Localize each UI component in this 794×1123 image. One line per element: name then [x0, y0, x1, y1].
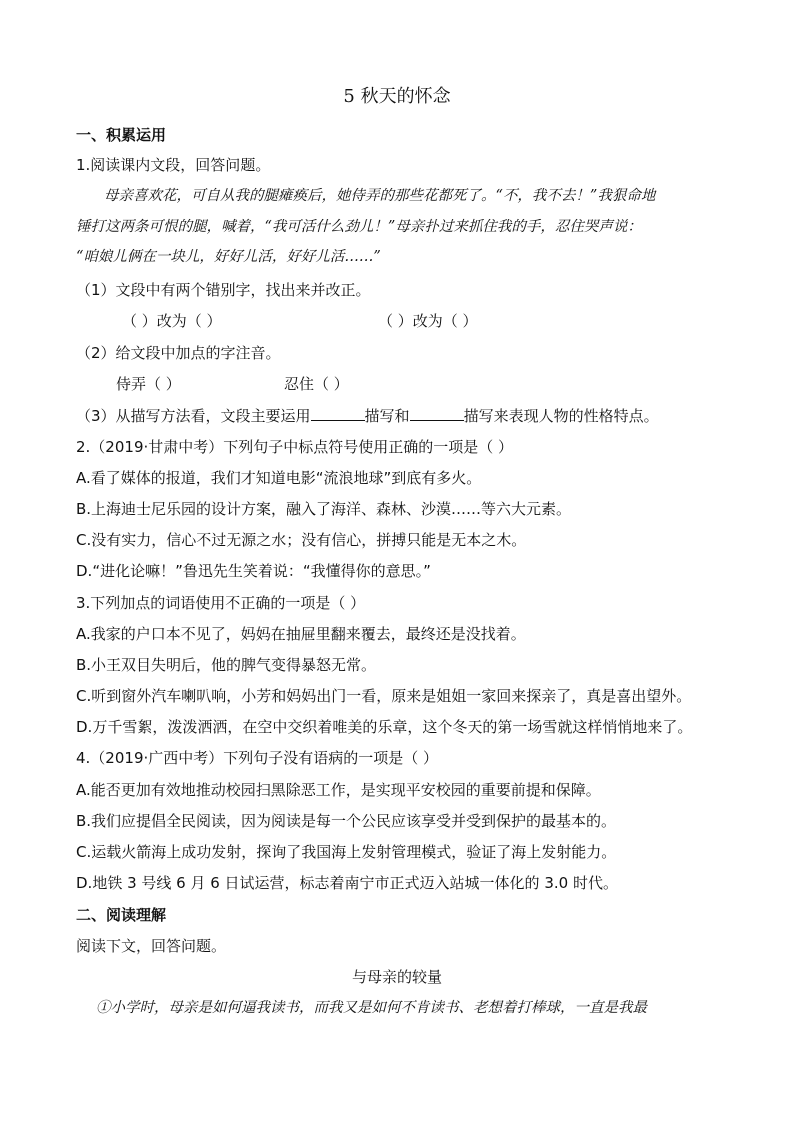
typo-answer-blank-b[interactable]: （ ）改为（ ）	[378, 312, 478, 330]
section-heading-reading: 二、阅读理解	[76, 906, 167, 924]
question-2-stem: 2.（2019·甘肃中考）下列句子中标点符号使用正确的一项是（ ）	[76, 438, 514, 456]
question-4-option-b: B.我们应提倡全民阅读，因为阅读是每一个公民应该享受并受到保护的最基本的。	[76, 812, 617, 830]
passage-line-3: “咱娘儿俩在一块儿，好好儿活，好好儿活……”	[76, 249, 381, 265]
reading-instruction: 阅读下文，回答问题。	[76, 937, 227, 955]
pinyin-answer-blank-a[interactable]: 侍弄（ ）	[116, 375, 181, 393]
question-2-option-b: B.上海迪士尼乐园的设计方案，融入了海洋、森林、沙漠……等六大元素。	[76, 500, 572, 518]
sub-3-text-c: 描写来表现人物的性格特点。	[463, 407, 659, 425]
article-paragraph-1: ①小学时，母亲是如何逼我读书，而我又是如何不肯读书、老想着打棒球，一直是我最	[96, 1000, 647, 1016]
question-3-option-c: C.听到窗外汽车喇叭响，小芳和妈妈出门一看，原来是姐姐一家回来探亲了，真是喜出望外。	[76, 687, 692, 705]
question-1-sub-1: （1）文段中有两个错别字，找出来并改正。	[76, 281, 371, 299]
question-3-option-b: B.小王双目失明后，他的脾气变得暴怒无常。	[76, 656, 377, 674]
question-3-option-a: A.我家的户口本不见了，妈妈在抽屉里翻来覆去，最终还是没找着。	[76, 625, 526, 643]
question-2-option-a: A.看了媒体的报道，我们才知道电影“流浪地球”到底有多火。	[76, 469, 482, 487]
question-4-option-c: C.运载火箭海上成功发射，探询了我国海上发射管理模式，验证了海上发射能力。	[76, 843, 617, 861]
sub-3-blank-2[interactable]	[410, 406, 464, 421]
question-3-option-d: D.万千雪絮，泼泼洒洒，在空中交织着唯美的乐章，这个冬天的第一场雪就这样悄悄地来了。	[76, 718, 693, 736]
question-1-sub-3	[76, 406, 659, 426]
section-heading-accumulation: 一、积累运用	[76, 126, 167, 144]
article-title: 与母亲的较量	[351, 968, 442, 986]
question-4-stem: 4.（2019·广西中考）下列句子没有语病的一项是（ ）	[76, 749, 439, 767]
sub-3-blank-1[interactable]	[311, 406, 365, 421]
question-2-option-d: D.“进化论嘛！”鲁迅先生笑着说：“我懂得你的意思。”	[76, 562, 431, 580]
question-1-stem: 1.阅读课内文段，回答问题。	[76, 156, 271, 174]
passage-line-1: 母亲喜欢花，可自从我的腿瘫痪后，她侍弄的那些花都死了。“不，我不去！”我狠命地	[104, 188, 656, 204]
question-4-option-a: A.能否更加有效地推动校园扫黑除恶工作，是实现平安校园的重要前提和保障。	[76, 781, 601, 799]
page-title: 5 秋天的怀念	[343, 86, 451, 107]
question-1-sub-2: （2）给文段中加点的字注音。	[76, 344, 281, 362]
sub-3-text-a: （3）从描写方法看，文段主要运用	[76, 407, 311, 425]
pinyin-answer-blank-b[interactable]: 忍住（ ）	[284, 375, 349, 393]
passage-line-2: 锤打这两条可恨的腿，喊着，“我可活什么劲儿！”母亲扑过来抓住我的手，忍住哭声说：	[76, 219, 642, 235]
sub-3-text-b: 描写和	[364, 407, 410, 425]
question-4-option-d: D.地铁 3 号线 6 月 6 日试运营，标志着南宁市正式迈入站城一体化的 3.0 时代。	[76, 874, 618, 892]
question-2-option-c: C.没有实力，信心不过无源之水；没有信心，拼搏只能是无本之木。	[76, 531, 527, 549]
typo-answer-blank-a[interactable]: （ ）改为（ ）	[122, 312, 222, 330]
question-3-stem: 3.下列加点的词语使用不正确的一项是（ ）	[76, 594, 366, 612]
